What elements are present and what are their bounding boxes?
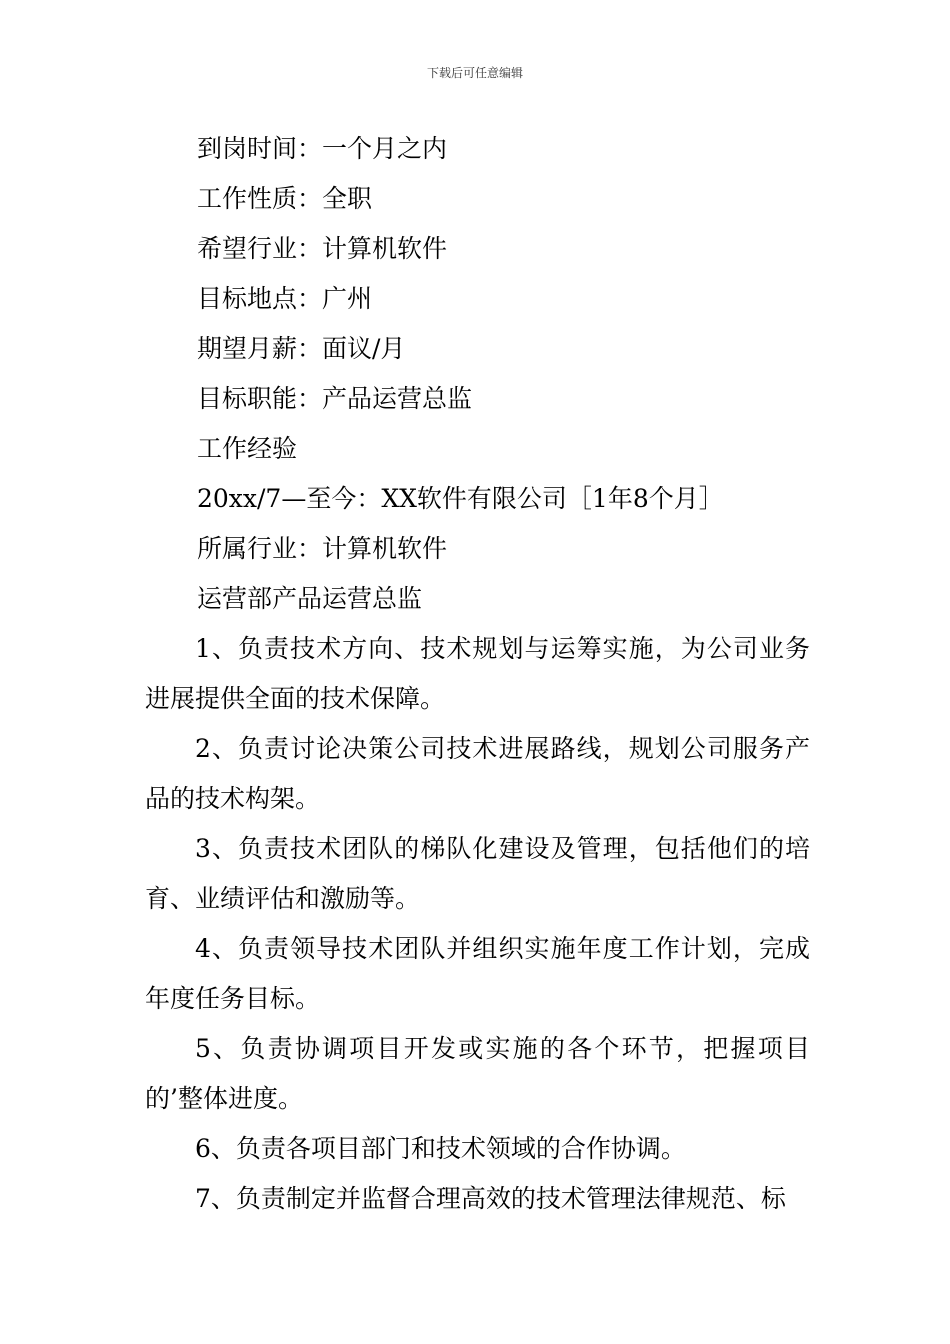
field-expected-salary: 期望月薪：面议/月 (197, 334, 406, 363)
experience-period-company: 20xx/7—至今：XX软件有限公司［1年8个月］ (197, 484, 724, 513)
page-header-note: 下载后可任意编辑 (426, 66, 523, 80)
duty-item: 7、负责制定并监督合理高效的技术管理法律规范、标 (195, 1184, 786, 1213)
duty-item: 2、负责讨论决策公司技术进展路线，规划公司服务产品的技术构架。 (145, 734, 810, 813)
experience-industry: 所属行业：计算机软件 (197, 534, 448, 563)
duty-item: 4、负责领导技术团队并组织实施年度工作计划，完成年度任务目标。 (145, 934, 810, 1013)
field-target-function: 目标职能：产品运营总监 (197, 384, 473, 413)
resume-body (145, 124, 810, 1224)
field-desired-industry: 希望行业：计算机软件 (197, 234, 448, 263)
duty-item: 6、负责各项目部门和技术领域的合作协调。 (195, 1134, 686, 1163)
field-job-type: 工作性质：全职 (197, 184, 373, 213)
duty-item: 3、负责技术团队的梯队化建设及管理，包括他们的培育、业绩评估和激励等。 (145, 834, 810, 913)
section-heading-work-experience: 工作经验 (197, 434, 298, 463)
duty-item: 5、负责协调项目开发或实施的各个环节，把握项目的’整体进度。 (145, 1034, 810, 1113)
field-target-location: 目标地点：广州 (197, 284, 373, 313)
duty-item: 1、负责技术方向、技术规划与运筹实施，为公司业务进展提供全面的技术保障。 (145, 634, 810, 713)
experience-position: 运营部产品运营总监 (197, 584, 423, 613)
field-arrival-time: 到岗时间：一个月之内 (197, 134, 448, 163)
